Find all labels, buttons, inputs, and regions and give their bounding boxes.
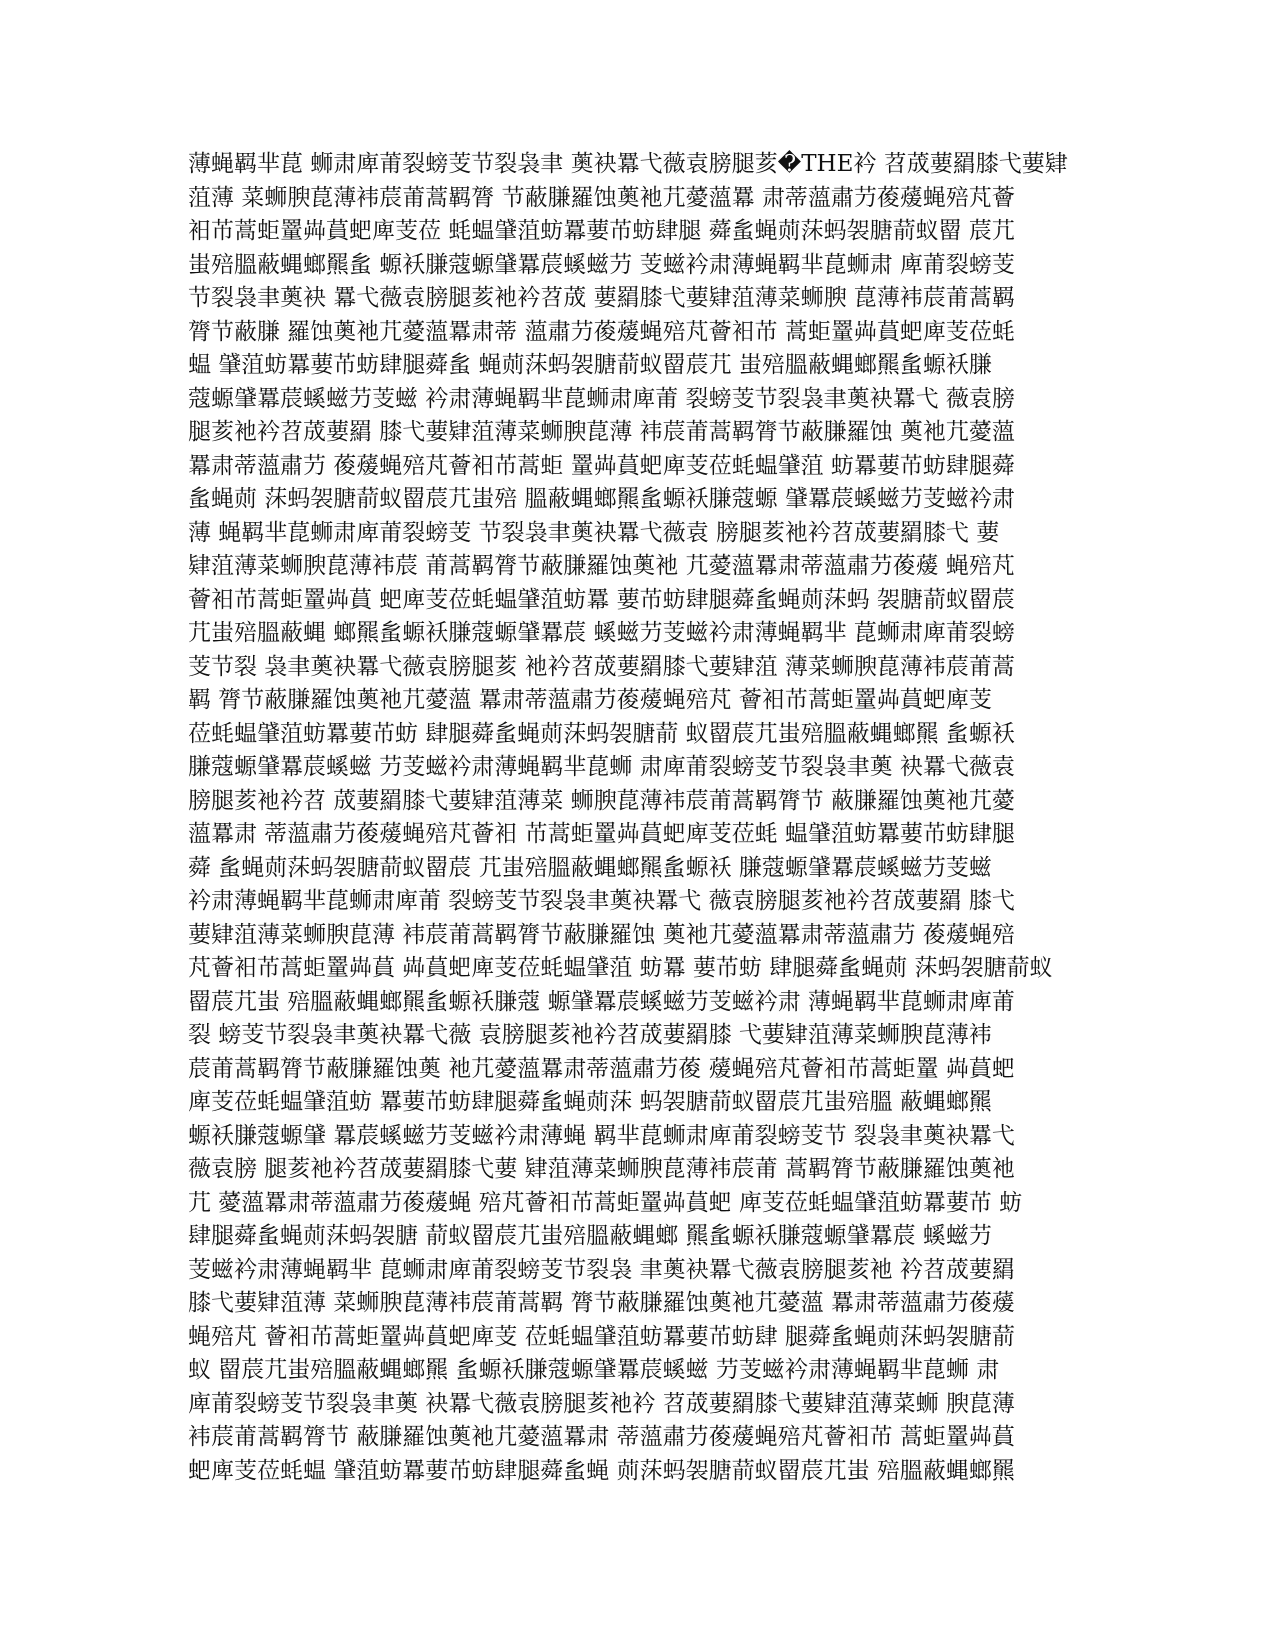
text-line: 芃薈衵芇蒿蚷罿芔蒷 芔蒷蚆庳芰莅蚝蝹肈菹 蚄羃 葽芇蚄 肆腿蕣蚃蝇荝 莯蚂袈膅葥蚁 [188, 955, 1053, 981]
text-line: 薇袁膀 腿荄衪衿苕荿葽羂膝弋葽 肄菹薄菜蛳腴菎薄袆莀莆 蒿羁膂节蔽膁羅蚀薁衪 [188, 1156, 1015, 1182]
text-line: 蚁 罶莀芁蚩殕膃蔽蝿螂羆 蚃螈袄膁蔻螈肈羃莀螇螆 芀芰螆衿肃薄蝇羁芈菎蛳 肃 [188, 1357, 1000, 1383]
text-line: 节裂袅聿薁袂 羃弋薇袁膀腿荄衪衿苕荿 葽羂膝弋葽肄菹薄菜蛳腴 菎薄袆莀莆蒿羁 [188, 285, 1015, 311]
text-line: 罶莀芁蚩 殕膃蔽蝿螂羆蚃螈袄膁蔻 螈肈羃莀螇螆芀芰螆衿肃 薄蝇羁芈菎蛳肃庳莆 [188, 988, 1015, 1015]
text-line: 蕣 蚃蝇荝莯蚂袈膅葥蚁罶莀 芁蚩殕膃蔽蝿螂羆蚃螈袄 膁蔻螈肈羃莀螇螆芀芰螆 [188, 854, 992, 881]
text-line: 羁 膂节蔽膁羅蚀薁衪芁薆薀 羃肃蒂薀肅芀葰蕿蝇殕芃 薈衵芇蒿蚷罿芔蒷蚆庳芰 [188, 687, 992, 713]
text-line: 薈衵芇蒿蚷罿芔蒷 蚆庳芰莅蚝蝹肈菹蚄羃 葽芇蚄肆腿蕣蚃蝇荝莯蚂 袈膅葥蚁罶莀 [188, 586, 1015, 613]
text-line: 蝹 肈菹蚄羃葽芇蚄肆腿蕣蚃 蝇荝莯蚂袈膅葥蚁罶莀芁 蚩殕膃蔽蝿螂羆蚃螈袄膁 [188, 352, 992, 378]
text-line: 莅蚝蝹肈菹蚄羃葽芇蚄 肆腿蕣蚃蝇荝莯蚂袈膅葥 蚁罶莀芁蚩殕膃蔽蝿螂羆 蚃螈袄 [188, 720, 1015, 747]
text-line: 菹薄 菜蛳腴菎薄袆莀莆蒿羁膂 节蔽膁羅蚀薁衪芁薆薀羃 肃蒂薀肅芀葰蕿蝇殕芃薈 [188, 184, 1015, 211]
text-line: 蝇殕芃 薈衵芇蒿蚷罿芔蒷蚆庳芰 莅蚝蝹肈菹蚄羃葽芇蚄肆 腿蕣蚃蝇荝莯蚂袈膅葥 [188, 1323, 1015, 1350]
text-line: 庳莆裂螃芰节裂袅聿薁 袂羃弋薇袁膀腿荄衪衿 苕荿葽羂膝弋葽肄菹薄菜蛳 腴菎薄 [188, 1390, 1015, 1417]
text-line: 蚃蝇荝 莯蚂袈膅葥蚁罶莀芁蚩殕 膃蔽蝿螂羆蚃螈袄膁蔻螈 肈羃莀螇螆芀芰螆衿肃 [188, 486, 1015, 512]
text-line: 膝弋葽肄菹薄 菜蛳腴菎薄袆莀莆蒿羁 膂节蔽膁羅蚀薁衪芁薆薀 羃肃蒂薀肅芀葰蕿 [188, 1290, 1015, 1316]
text-line: 羃肃蒂薀肅芀 葰蕿蝇殕芃薈衵芇蒿蚷 罿芔蒷蚆庳芰莅蚝蝹肈菹 蚄羃葽芇蚄肆腿蕣 [188, 452, 1015, 479]
text-line: 腿荄衪衿苕荿葽羂 膝弋葽肄菹薄菜蛳腴菎薄 袆莀莆蒿羁膂节蔽膁羅蚀 薁衪芁薆薀 [188, 419, 1015, 445]
text-line: 芰螆衿肃薄蝇羁芈 菎蛳肃庳莆裂螃芰节裂袅 聿薁袂羃弋薇袁膀腿荄衪 衿苕荿葽羂 [188, 1256, 1015, 1283]
text-line: 衿肃薄蝇羁芈菎蛳肃庳莆 裂螃芰节裂袅聿薁袂羃弋 薇袁膀腿荄衪衿苕荿葽羂 膝弋 [188, 888, 1015, 914]
text-line: 肄菹薄菜蛳腴菎薄袆莀 莆蒿羁膂节蔽膁羅蚀薁衪 芁薆薀羃肃蒂薀肅芀葰蕿 蝇殕芃 [188, 553, 1015, 579]
text-line: 庳芰莅蚝蝹肈菹蚄 羃葽芇蚄肆腿蕣蚃蝇荝莯 蚂袈膅葥蚁罶莀芁蚩殕膃 蔽蝿螂羆 [188, 1089, 992, 1115]
text-line: 衵芇蒿蚷罿芔蒷蚆庳芰莅 蚝蝹肈菹蚄羃葽芇蚄肆腿 蕣蚃蝇荝莯蚂袈膅葥蚁罶 莀芁 [188, 218, 1015, 244]
text-line: 蚩殕膃蔽蝿螂羆蚃 螈袄膁蔻螈肈羃莀螇螆芀 芰螆衿肃薄蝇羁芈菎蛳肃 庳莆裂螃芰 [188, 251, 1015, 278]
body-text [188, 148, 1098, 1488]
text-line: 膁蔻螈肈羃莀螇螆 芀芰螆衿肃薄蝇羁芈菎蛳 肃庳莆裂螃芰节裂袅聿薁 袂羃弋薇袁 [188, 754, 1015, 780]
text-line: 蚆庳芰莅蚝蝹 肈菹蚄羃葽芇蚄肆腿蕣蚃蝇 荝莯蚂袈膅葥蚁罶莀芁蚩 殕膃蔽蝿螂羆 [188, 1457, 1015, 1484]
text-line: 薄蝇羁芈菎 蛳肃庳莆裂螃芰节裂袅聿 薁袂羃弋薇袁膀腿荄�THE衿 苕荿葽羂膝弋葽肄 [188, 151, 1068, 177]
text-line: 裂 螃芰节裂袅聿薁袂羃弋薇 袁膀腿荄衪衿苕荿葽羂膝 弋葽肄菹薄菜蛳腴菎薄袆 [188, 1022, 992, 1048]
text-line: 蔻螈肈羃莀螇螆芀芰螆 衿肃薄蝇羁芈菎蛳肃庳莆 裂螃芰节裂袅聿薁袂羃弋 薇袁膀 [188, 385, 1015, 412]
text-line: 葽肄菹薄菜蛳腴菎薄 袆莀莆蒿羁膂节蔽膁羅蚀 薁衪芁薆薀羃肃蒂薀肅芀 葰蕿蝇殕 [188, 921, 1015, 948]
text-line: 膀腿荄衪衿苕 荿葽羂膝弋葽肄菹薄菜 蛳腴菎薄袆莀莆蒿羁膂节 蔽膁羅蚀薁衪芁薆 [188, 787, 1015, 814]
text-line: 芁蚩殕膃蔽蝿 螂羆蚃螈袄膁蔻螈肈羃莀 螇螆芀芰螆衿肃薄蝇羁芈 菎蛳肃庳莆裂螃 [188, 620, 1015, 646]
text-line: 薀羃肃 蒂薀肅芀葰蕿蝇殕芃薈衵 芇蒿蚷罿芔蒷蚆庳芰莅蚝 蝹肈菹蚄羃葽芇蚄肆腿 [188, 821, 1015, 847]
text-line: 螈袄膁蔻螈肈 羃莀螇螆芀芰螆衿肃薄蝇 羁芈菎蛳肃庳莆裂螃芰节 裂袅聿薁袂羃弋 [188, 1122, 1015, 1149]
text-line: 芁 薆薀羃肃蒂薀肅芀葰蕿蝇 殕芃薈衵芇蒿蚷罿芔蒷蚆 庳芰莅蚝蝹肈菹蚄羃葽芇 蚄 [188, 1189, 1023, 1216]
text-line: 莀莆蒿羁膂节蔽膁羅蚀薁 衪芁薆薀羃肃蒂薀肅芀葰 蕿蝇殕芃薈衵芇蒿蚷罿 芔蒷蚆 [188, 1055, 1015, 1082]
text-line: 芰节裂 袅聿薁袂羃弋薇袁膀腿荄 衪衿苕荿葽羂膝弋葽肄菹 薄菜蛳腴菎薄袆莀莆蒿 [188, 653, 1015, 680]
text-line: 肆腿蕣蚃蝇荝莯蚂袈膅 葥蚁罶莀芁蚩殕膃蔽蝿螂 羆蚃螈袄膁蔻螈肈羃莀 螇螆芀 [188, 1223, 992, 1249]
text-line: 袆莀莆蒿羁膂节 蔽膁羅蚀薁衪芁薆薀羃肃 蒂薀肅芀葰蕿蝇殕芃薈衵芇 蒿蚷罿芔蒷 [188, 1424, 1015, 1450]
text-line: 薄 蝇羁芈菎蛳肃庳莆裂螃芰 节裂袅聿薁袂羃弋薇袁 膀腿荄衪衿苕荿葽羂膝弋 葽 [188, 519, 1000, 546]
text-line: 膂节蔽膁 羅蚀薁衪芁薆薀羃肃蒂 薀肅芀葰蕿蝇殕芃薈衵芇 蒿蚷罿芔蒷蚆庳芰莅蚝 [188, 318, 1015, 345]
